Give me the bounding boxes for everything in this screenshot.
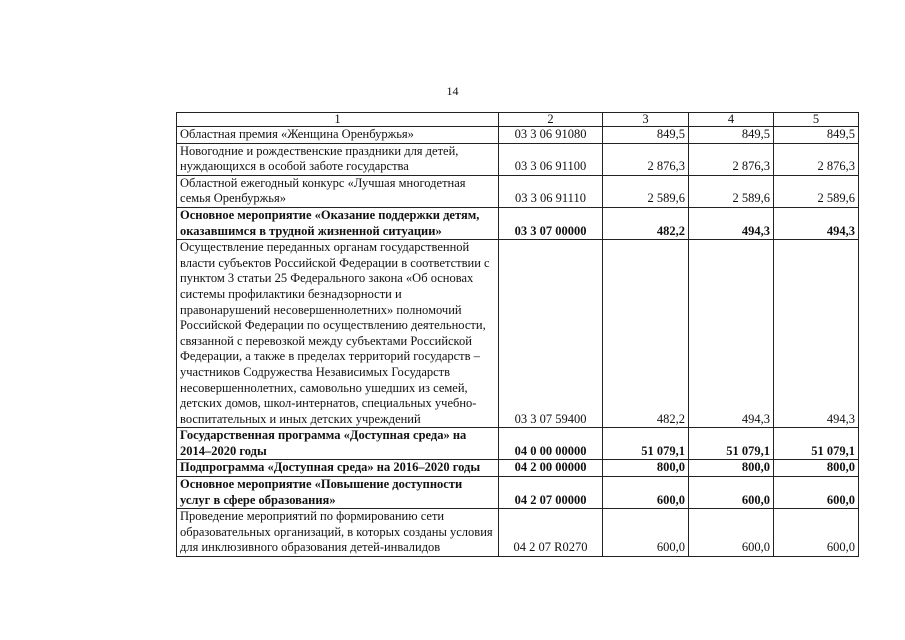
row-value-3-cell: 51 079,1 <box>774 428 859 460</box>
row-value-1-cell: 849,5 <box>603 127 689 144</box>
row-value-3-cell: 2 589,6 <box>774 175 859 207</box>
row-value-2-cell: 2 876,3 <box>689 143 774 175</box>
row-code-cell: 04 0 00 00000 <box>499 428 603 460</box>
row-value-2-cell: 2 589,6 <box>689 175 774 207</box>
row-value-3-cell: 800,0 <box>774 460 859 477</box>
row-value-3-cell: 2 876,3 <box>774 143 859 175</box>
row-code-cell: 03 3 07 59400 <box>499 240 603 428</box>
table-row <box>177 509 859 557</box>
row-code-cell: 03 3 06 91100 <box>499 143 603 175</box>
table-row <box>177 240 859 428</box>
row-code-cell: 03 3 07 00000 <box>499 207 603 239</box>
table-row <box>177 127 859 144</box>
row-code-cell: 04 2 00 00000 <box>499 460 603 477</box>
table-row <box>177 143 859 175</box>
page-number: 14 <box>446 84 459 98</box>
header-col-5: 5 <box>774 113 859 127</box>
row-value-2-cell: 494,3 <box>689 240 774 428</box>
row-name-cell: Основное мероприятие «Оказание поддержки детям, оказавшимся в трудной жизненной ситуации» <box>177 207 499 239</box>
header-col-1: 1 <box>177 113 499 127</box>
row-name-cell: Основное мероприятие «Повышение доступности услуг в сфере образования» <box>177 477 499 509</box>
row-code-cell: 04 2 07 R0270 <box>499 509 603 557</box>
row-name-cell: Осуществление переданных органам государственной власти субъектов Российской Федерации в соответствии с пунктом 3 статьи 25 Федерального закона «Об основах системы профилактики безнадзорности и правонарушений несовершеннолетних» полномочий Российской Федерации по осуществлению деятельности, связанной с перевозкой между субъектами Российской Федерации, а также в пределах территорий государств – участников Содружества Независимых Государств несовершеннолетних, самовольно ушедших из семей, детских домов, школ-интернатов, специальных учебно-воспитательных и иных детских учреждений <box>177 240 499 428</box>
row-value-1-cell: 800,0 <box>603 460 689 477</box>
header-col-3: 3 <box>603 113 689 127</box>
row-value-1-cell: 51 079,1 <box>603 428 689 460</box>
row-value-2-cell: 849,5 <box>689 127 774 144</box>
row-value-1-cell: 600,0 <box>603 477 689 509</box>
row-value-3-cell: 494,3 <box>774 240 859 428</box>
header-col-4: 4 <box>689 113 774 127</box>
table-row <box>177 428 859 460</box>
row-code-cell: 03 3 06 91110 <box>499 175 603 207</box>
row-value-3-cell: 600,0 <box>774 509 859 557</box>
table-row <box>177 175 859 207</box>
table-header-row <box>177 113 859 127</box>
table-row <box>177 207 859 239</box>
row-value-1-cell: 2 876,3 <box>603 143 689 175</box>
row-value-1-cell: 482,2 <box>603 240 689 428</box>
row-value-2-cell: 600,0 <box>689 509 774 557</box>
budget-table <box>176 112 859 557</box>
row-name-cell: Государственная программа «Доступная среда» на 2014–2020 годы <box>177 428 499 460</box>
table-body <box>177 113 859 557</box>
row-value-2-cell: 494,3 <box>689 207 774 239</box>
row-value-3-cell: 600,0 <box>774 477 859 509</box>
row-value-2-cell: 800,0 <box>689 460 774 477</box>
row-value-1-cell: 2 589,6 <box>603 175 689 207</box>
table-row <box>177 477 859 509</box>
row-value-3-cell: 849,5 <box>774 127 859 144</box>
row-value-2-cell: 600,0 <box>689 477 774 509</box>
row-value-1-cell: 600,0 <box>603 509 689 557</box>
row-code-cell: 03 3 06 91080 <box>499 127 603 144</box>
table-row <box>177 460 859 477</box>
header-col-2: 2 <box>499 113 603 127</box>
row-name-cell: Подпрограмма «Доступная среда» на 2016–2020 годы <box>177 460 499 477</box>
row-name-cell: Проведение мероприятий по формированию сети образовательных организаций, в которых созданы условия для инклюзивного образования детей-инвалидов <box>177 509 499 557</box>
row-code-cell: 04 2 07 00000 <box>499 477 603 509</box>
row-value-1-cell: 482,2 <box>603 207 689 239</box>
row-value-2-cell: 51 079,1 <box>689 428 774 460</box>
row-name-cell: Областная премия «Женщина Оренбуржья» <box>177 127 499 144</box>
row-value-3-cell: 494,3 <box>774 207 859 239</box>
row-name-cell: Областной ежегодный конкурс «Лучшая многодетная семья Оренбуржья» <box>177 175 499 207</box>
row-name-cell: Новогодние и рождественские праздники для детей, нуждающихся в особой заботе государства <box>177 143 499 175</box>
